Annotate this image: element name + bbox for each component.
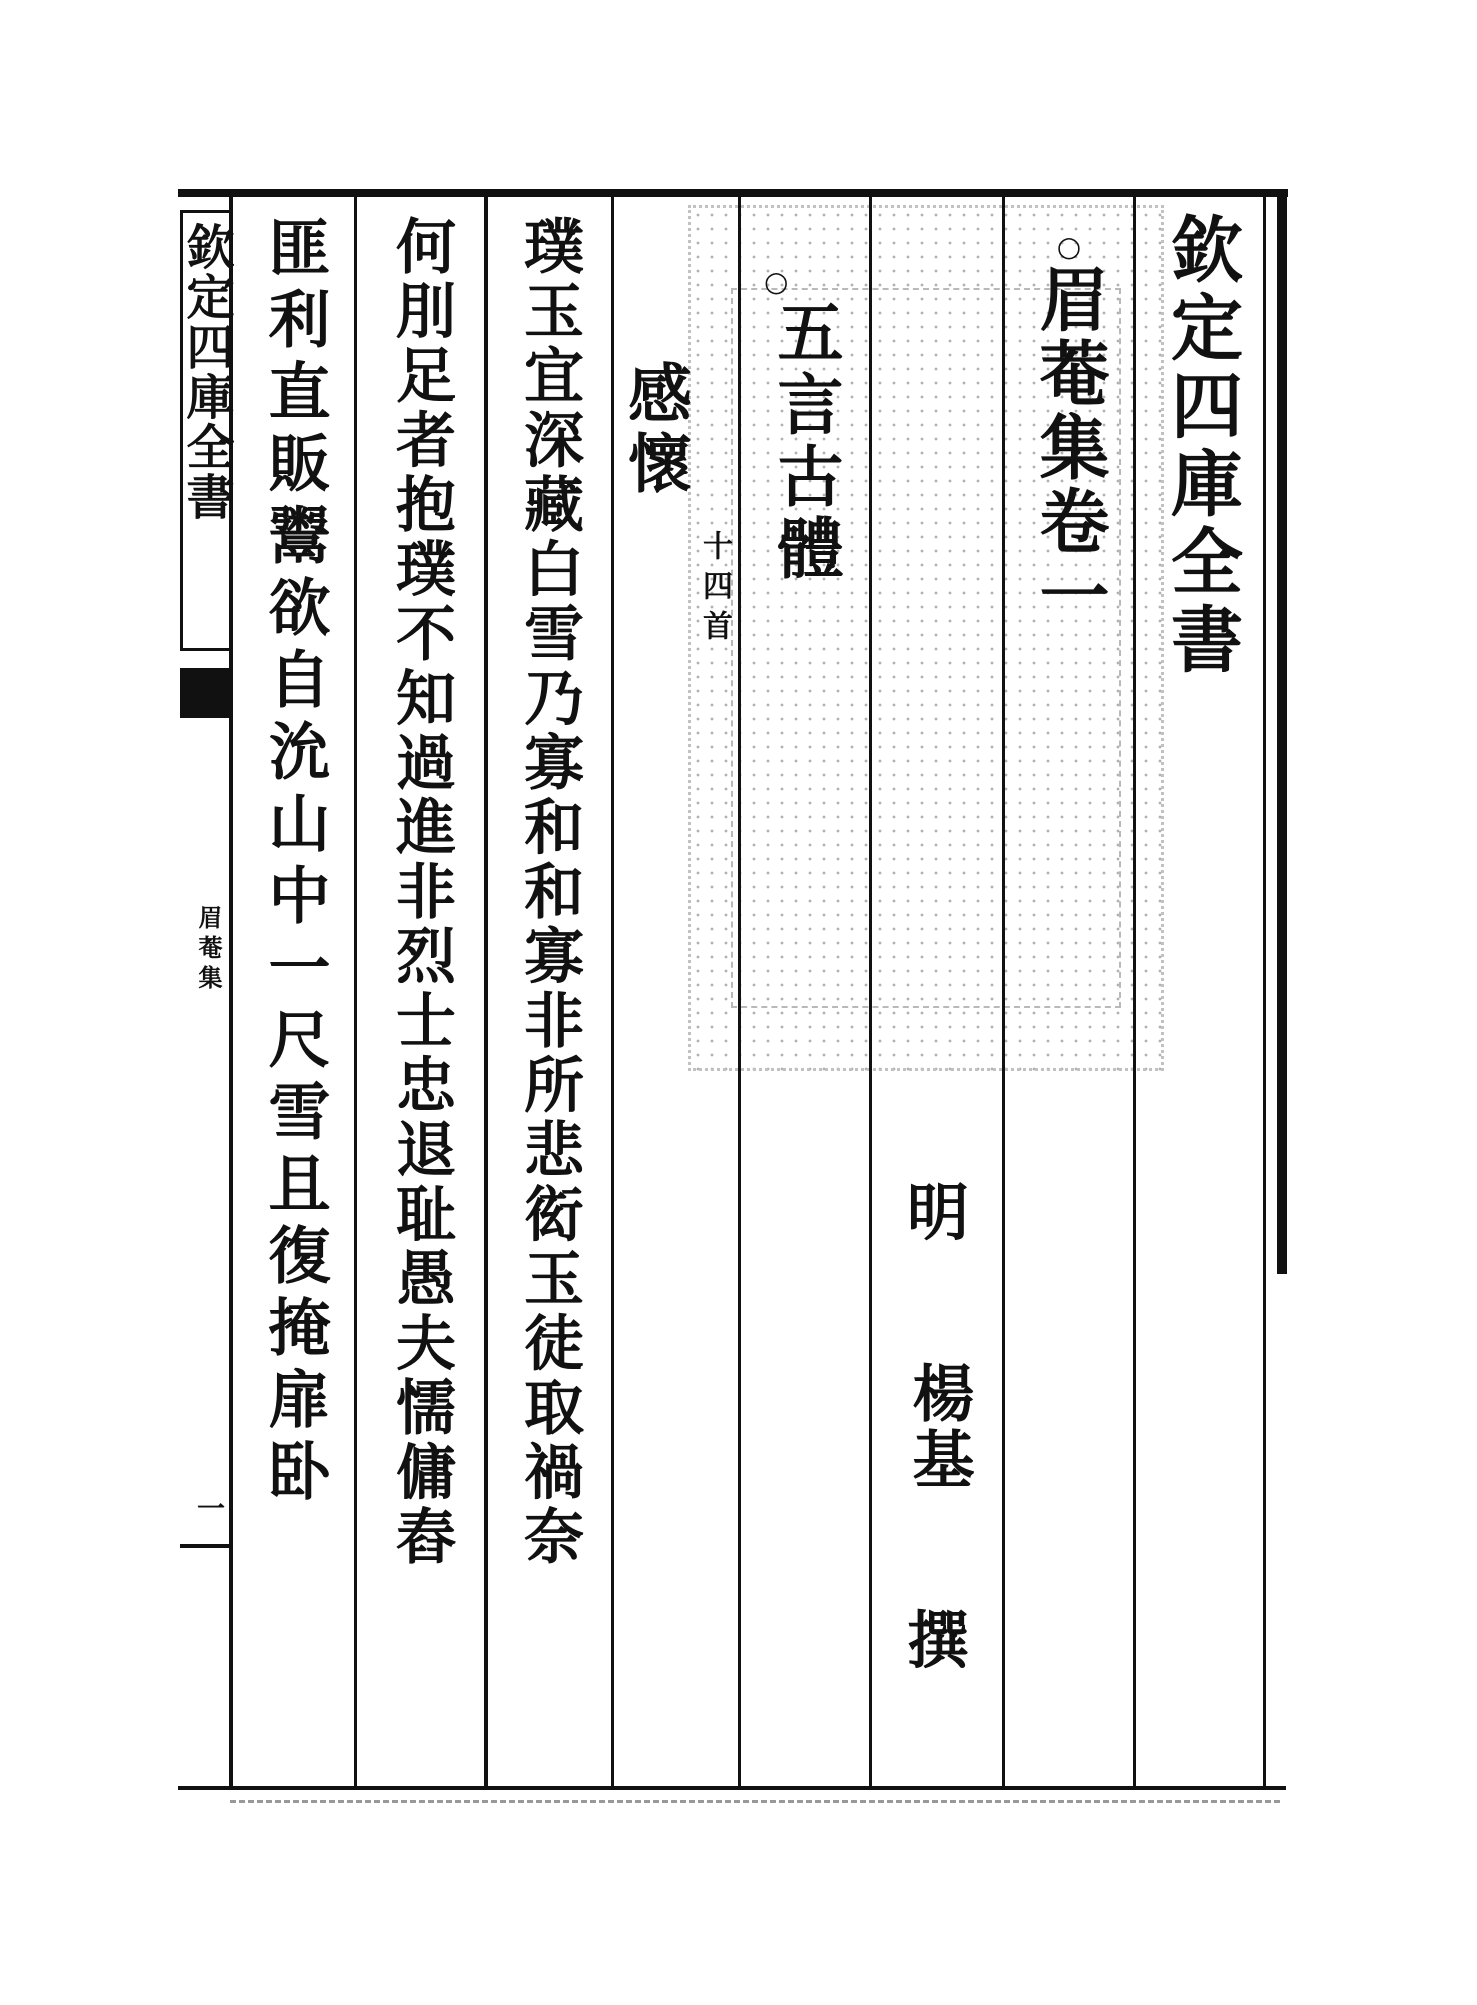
frame-bottom-border (178, 1786, 1286, 1790)
author-column (876, 1175, 1000, 1679)
frame-right-thick-bar (1277, 189, 1287, 1274)
column-divider (869, 197, 872, 1787)
text-column-content: 璞玉宜深藏白雪乃寡和和寡非所悲衒玉徒取禍奈 (514, 215, 584, 1570)
author-name: 楊基 (902, 1361, 975, 1493)
text-column-content: 何刖足者抱璞不知過進非烈士忠退耻愚夫懦傭舂 (386, 215, 456, 1570)
column-divider (738, 197, 741, 1787)
text-column-2 (360, 215, 482, 1570)
fold-collection-text: 欽定四庫全書 (178, 222, 234, 522)
column-divider (1133, 197, 1136, 1787)
genre-heading: 五言古體 (766, 298, 844, 586)
fold-page-number (196, 1492, 226, 1526)
page-number-rule (180, 1544, 230, 1548)
author-dynasty: 明 (906, 1176, 969, 1249)
frame-top-border (178, 189, 1288, 197)
genre-column (744, 265, 866, 586)
frame-right-border (1263, 197, 1266, 1787)
fold-book-title-text: 眉菴集 (194, 905, 223, 995)
collection-header-column (1140, 212, 1262, 680)
author-role: 撰 (906, 1604, 969, 1677)
text-column-3 (236, 215, 352, 1511)
text-column-content: 匪利直販鬻欲自沇山中一尺雪且復掩扉卧 (258, 215, 331, 1511)
circle-mark: ○ (1056, 230, 1082, 263)
circle-mark: ○ (764, 265, 789, 298)
poem-title: 感懷 (617, 360, 692, 500)
bottom-scan-marks (230, 1800, 1280, 1806)
column-divider (354, 197, 357, 1787)
text-column-1 (490, 215, 608, 1570)
column-divider (1002, 197, 1005, 1787)
fold-collection-title (178, 222, 234, 522)
fold-box-bottom (180, 648, 230, 651)
collection-header: 欽定四庫全書 (1159, 212, 1244, 680)
title-column (1008, 230, 1130, 633)
fold-page-number-text: 一 (196, 1492, 225, 1525)
fish-tail-block (180, 668, 230, 718)
fold-box-top (180, 210, 230, 213)
column-divider (611, 197, 614, 1787)
book-volume-title: 眉菴集卷一 (1028, 263, 1111, 633)
fold-book-title (190, 905, 226, 995)
poem-title-column (616, 360, 736, 650)
column-divider (484, 197, 488, 1787)
poem-note: 十四首 (697, 530, 732, 650)
